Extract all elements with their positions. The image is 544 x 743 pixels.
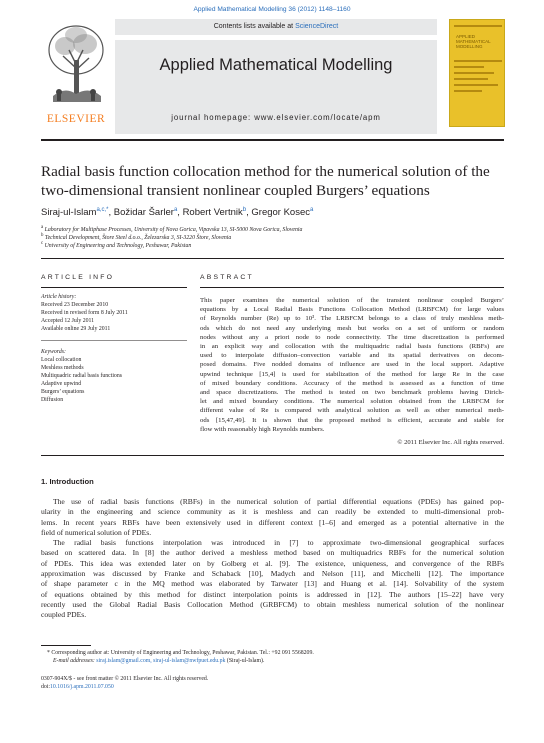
- abstract-line: ods [15,47,49]. It is shown that the proposed method is efficient, accurate and stable for: [200, 416, 504, 424]
- body-line: recently used the Global Radial Basis Collocation Method (GRBFCM) to obtain meshless numerical solution of the nonlinear: [41, 599, 504, 609]
- body-line: The radial basis functions interpolation was introduced in [7] to approximate two-dimensional geographical surfaces: [53, 538, 504, 548]
- copyright-notice: © 2011 Elsevier Inc. All rights reserved.: [397, 439, 504, 446]
- author-name: Siraj-ul-Islam: [41, 207, 97, 219]
- abstract-line: upwind technique [15,4] is used for stabilization of the method for large Re in the case: [200, 370, 504, 378]
- contents-bar: [115, 19, 437, 35]
- introduction-text: [41, 497, 504, 621]
- history-item: Received in revised form 8 July 2011: [41, 310, 128, 316]
- body-line: ularity in the engineering and science community as it is meshless and can readily be extended to multi-dimensional prob-: [41, 507, 504, 517]
- homepage-prefix: journal homepage:: [171, 113, 255, 122]
- email-links[interactable]: siraj.islam@gmail.com, siraj-ul-islam@nwfpuet.edu.pk: [96, 658, 226, 664]
- affiliation-text: Technical Development, Štore Steel d.o.o., Železarska 3, SI-3220 Štore, Slovenia: [44, 234, 232, 241]
- abstract-heading: ABSTRACT: [200, 274, 254, 281]
- journal-title: Applied Mathematical Modelling: [159, 56, 393, 74]
- cover-stripe: [454, 66, 484, 68]
- introduction-heading: 1. Introduction: [41, 477, 94, 486]
- history-item: Received 23 December 2010: [41, 302, 109, 308]
- affiliation: [41, 225, 504, 233]
- abstract-line: equations by a Local Radial Basis Functions Collocation Method (LRBFCM) for large values: [200, 306, 504, 314]
- abstract-line: This paper examines the numerical solution of the transient nonlinear coupled Burgers’: [200, 297, 504, 304]
- affiliation-text: Laboratory for Multiphase Processes, University of Nova Gorica, Vipavska 13, SI-5000 Nova Gorica, Slovenia: [44, 226, 303, 233]
- keyword: Adaptive upwind: [41, 381, 82, 387]
- article-info-rule: [41, 287, 187, 288]
- abstract-line: nodes without any a priori node to node connectivity. The time discretization is performed: [200, 333, 504, 341]
- masthead-center: [115, 16, 437, 134]
- author-affiliation-mark[interactable]: b: [242, 207, 247, 213]
- author-list: [41, 207, 504, 218]
- title-line-1: Radial basis function collocation method for the numerical solution of the: [41, 163, 490, 180]
- journal-homepage: [115, 113, 437, 122]
- contents-prefix: Contents lists available at: [213, 23, 296, 30]
- cover-stripe: [454, 60, 502, 62]
- journal-cover-image: [449, 19, 505, 127]
- cover-stripe: [454, 72, 494, 74]
- body-line: based on scattered data. In [8] the author derived a meshless method based on multiquadrics RBFs for the numerical solution: [41, 548, 504, 558]
- sciencedirect-link[interactable]: ScienceDirect: [295, 23, 339, 30]
- affiliation-text: University of Engineering and Technology, Peshawar, Pakistan: [44, 242, 192, 249]
- abstract-line: and space discretizations. The method is tested on two benchmark problems having Dirich-: [200, 389, 504, 397]
- email-suffix: (Siraj-ul-Islam).: [225, 658, 265, 664]
- email-label: E-mail addresses:: [53, 658, 97, 664]
- body-line: lems. In recent years RBFs have been extensively used in different context [1–6] and emerged as a potential alternative in the: [41, 517, 504, 527]
- author-separator: ,: [246, 207, 252, 219]
- abstract-line: used to interpolate diffusion–convection variable and its spatial derivatives on decom-: [200, 352, 504, 360]
- body-line: The use of radial basis functions (RBFs) in the numerical solution of partial differential equations (PDEs) has gained pop-: [53, 497, 504, 506]
- doi-line: [41, 684, 504, 690]
- cover-stripe: [454, 78, 488, 80]
- masthead-rule: [41, 139, 504, 141]
- article-title: [41, 162, 504, 200]
- email-note: [41, 658, 504, 664]
- body-line: of PDEs. This idea was extended later on by Golberg et al. [9]. The existence, uniqueness, and convergence of the RBFs: [41, 558, 504, 568]
- affiliation-mark: a: [41, 225, 44, 230]
- doi-label: doi:: [41, 684, 51, 690]
- cover-title: APPLIED MATHEMATICAL MODELLING: [456, 34, 491, 49]
- corresponding-author-note: * Corresponding author at: University of Engineering and Technology, Peshawar, Pakistan. Tel.: +92 091 5568209.: [47, 650, 314, 656]
- author-affiliation-mark[interactable]: a: [173, 207, 178, 213]
- elsevier-logo: [41, 16, 111, 134]
- cover-stripe: [454, 84, 498, 86]
- history-item: Available online 29 July 2011: [41, 326, 111, 332]
- abstract-rule: [200, 287, 504, 288]
- affiliation: [41, 241, 504, 249]
- abstract-line: flow with reasonably high Reynolds numbers.: [200, 425, 325, 433]
- author-name: Gregor Kosec: [251, 207, 311, 219]
- keywords-label: Keywords:: [41, 349, 66, 355]
- journal-masthead: [41, 16, 504, 134]
- cover-stripe: [454, 90, 482, 92]
- abstract-line: in an explicit way and collocation with the multiquadric radial basis functions (RBFs) are: [200, 343, 504, 351]
- issn-line: 0307-904X/$ - see front matter © 2011 Elsevier Inc. All rights reserved.: [41, 676, 209, 682]
- author-separator: ,: [108, 207, 114, 219]
- abstract-line: of mixed boundary conditions. Accuracy of the method is assessed as a function of time: [200, 379, 504, 387]
- abstract-line: different value of Re is compared with analytical solution as well as other numerical meth-: [200, 407, 504, 415]
- abstract-text: [200, 296, 504, 434]
- affiliation: [41, 233, 504, 241]
- affiliation-mark: b: [41, 233, 44, 238]
- author-separator: ,: [177, 207, 183, 219]
- cover-stripe: [454, 25, 502, 27]
- footnote-rule: [41, 645, 91, 646]
- keyword: Multiquadric radial basis functions: [41, 373, 122, 379]
- author-affiliation-mark[interactable]: a,c,*: [96, 207, 109, 213]
- section-rule: [41, 455, 504, 456]
- history-item: Accepted 12 July 2011: [41, 318, 95, 324]
- homepage-link[interactable]: www.elsevier.com/locate/apm: [254, 113, 381, 122]
- author-name: Robert Vertnik: [182, 207, 243, 219]
- author-name: Božidar Šarler: [113, 207, 174, 219]
- article-info-heading: ARTICLE INFO: [41, 274, 115, 281]
- body-line: of equations obtained by this method for distinct interpolation points is addressed in [12]. The authors [15–22] have very: [41, 589, 504, 599]
- body-line: coupled PDEs.: [41, 610, 87, 620]
- abstract-line: let and mixed boundary conditions. The numerical solution obtained from the LRBFCM for: [200, 398, 504, 406]
- body-line: of shape parameter c in the MQ method was elaborated by Tarwater [13] and Huang et al. [14]. Solvability of the system: [41, 579, 504, 589]
- body-line: field of numerical solution of PDEs.: [41, 527, 152, 537]
- keyword: Burgers’ equations: [41, 389, 85, 395]
- journal-citation[interactable]: Applied Mathematical Modelling 36 (2012) 1148–1160: [193, 6, 351, 13]
- body-line: approximation was discussed by Franke and Schaback [10], Madych and Nelson [11], and Micchelli [12]. The importance: [41, 569, 504, 579]
- abstract-line: of Reynolds number (Re) up to 10³. The LRBFCM belongs to a class of truly meshless meth-: [200, 315, 504, 323]
- keyword: Diffusion: [41, 397, 64, 403]
- abstract-line: ods which do not need any underlying mesh but works on a set of uniform or random: [200, 324, 504, 332]
- elsevier-tree-icon: [45, 20, 107, 108]
- publisher-name: ELSEVIER: [46, 113, 106, 125]
- info-divider: [41, 340, 187, 341]
- author-affiliation-mark[interactable]: a: [310, 207, 314, 213]
- affiliation-mark: c: [41, 241, 44, 246]
- abstract-line: posed domains. Five nodded domains of influence are used in the local support. Adaptive: [200, 361, 504, 369]
- history-label: Article history:: [41, 294, 77, 300]
- title-line-2: two-dimensional transient nonlinear coupled Burgers’ equations: [41, 182, 430, 199]
- keyword: Local collocation: [41, 357, 82, 363]
- section-rule: [41, 258, 504, 259]
- keyword: Meshless methods: [41, 365, 84, 371]
- doi-link[interactable]: 10.1016/j.apm.2011.07.050: [50, 684, 114, 690]
